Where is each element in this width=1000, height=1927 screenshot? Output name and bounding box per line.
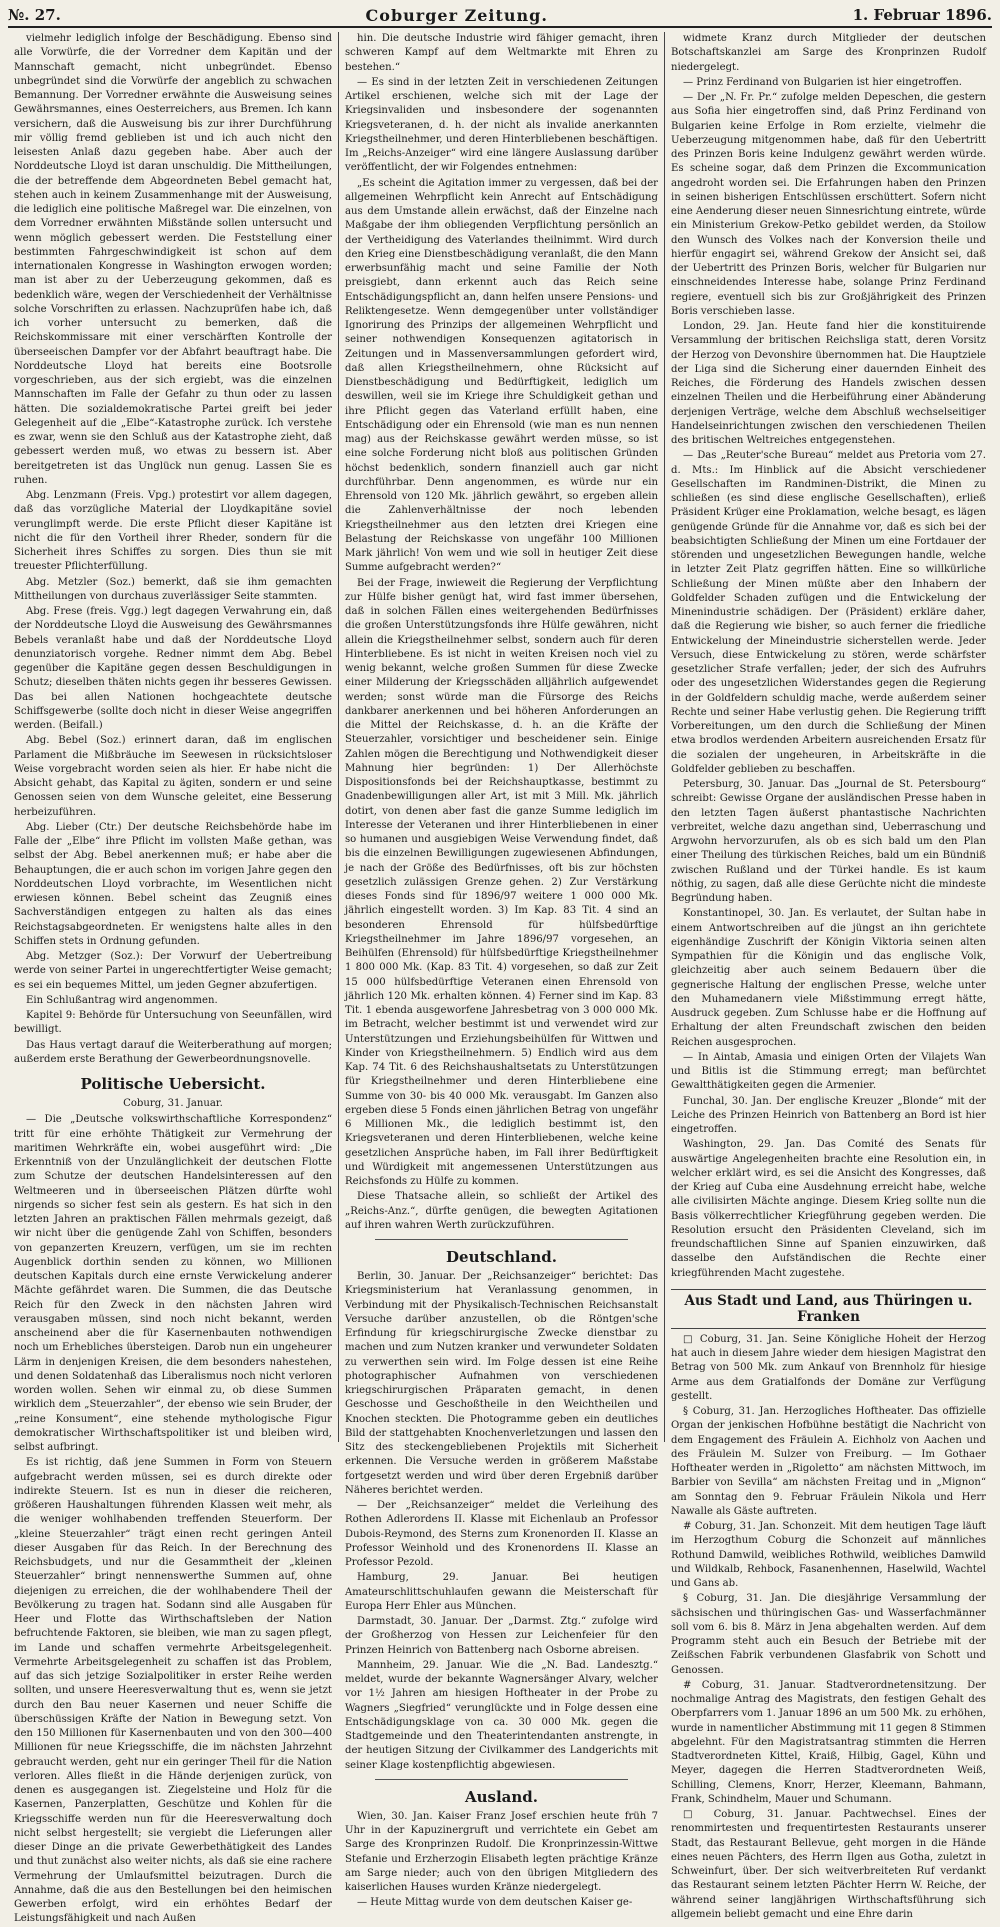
divider [375, 1239, 628, 1240]
masthead [8, 4, 992, 28]
article-paragraph: Das Haus vertagt darauf die Weiterberathung auf morgen; außerdem erste Berathung der Gewerbeordnungsnovelle. [14, 1039, 332, 1065]
section-heading-abroad: Ausland. [464, 1787, 539, 1806]
article-paragraph: — Der „N. Fr. Pr.“ zufolge melden Depeschen, die gestern aus Sofia hier eingetroffen sind, daß Prinz Ferdinand von Bulgarien keine Erfolge in Rom erzielte, vielmehr die Ueberzeugung mitgenommen habe, daß für den Uebertritt des Prinzen Boris keine Indulgenz gewährt werden würde. Es scheine sogar, daß dem Prinzen die Excommunication angedroht worden sei. Die Erfahrungen haben den Prinzen in seinen bisherigen Entschlüssen erschüttert. Sofern nicht eine Aenderung dieser neuen Sinnesrichtung eintrete, würde ein Ministerium Grekow-Petko gebildet werden, da Stoilow den Wunsch des Volkes nach der Konversion theile und hierfür engagirt sei, während Grekow der Ansicht sei, daß der Uebertritt des Prinzen Boris, welcher für Bulgarien nur einschneidendes Interesse habe, solange Prinz Ferdinand regiere, eventuell sich bis zur Großjährigkeit des Prinzen Boris verschieben lasse. [671, 92, 986, 317]
article-paragraph: Konstantinopel, 30. Jan. Es verlautet, der Sultan habe in einem Antwortschreiben auf die jüngst an ihn gerichtete eigenhändige Zuschrift der Königin Viktoria seinen alten Sympathien für die Königin und das englische Volk, gleichzeitig aber auch seinem Bedauern über die gegnerische Haltung der englischen Presse, welche unter den Muhamedanern viele Mißstimmung erregt hätte, Ausdruck gegeben. Zum Schlusse habe er die Hoffnung auf Erhaltung der alten Freundschaft zwischen den beiden Reichen ausgesprochen. [671, 908, 986, 1048]
article-paragraph: Wien, 30. Jan. Kaiser Franz Josef erschien heute früh 7 Uhr in der Kapuzinergruft und verrichtete ein Gebet am Sarge des Kronprinzen Rudolf. Die Kronprinzessin-Wittwe Stefanie und Erzherzogin Elisabeth legten prächtige Kränze am Sarge nieder; auch von den übrigen Mitgliedern des kaiserlichen Hauses wurden Kränze niedergelegt. [345, 1810, 658, 1893]
article-paragraph: Funchal, 30. Jan. Der englische Kreuzer „Blonde“ mit der Leiche des Prinzen Heinrich von Battenberg an Bord ist hier eingetroffen. [671, 1095, 986, 1135]
article-paragraph: — Die „Deutsche volkswirthschaftliche Korrespondenz“ tritt für eine erhöhte Thätigkeit zur Vermehrung der maritimen Wehrkräfte ein, wobei ausgeführt wird: „Die Erkenntniß von der Unzulänglichkeit der deutschen Flotte zum Schutze der deutschen Handelsinteressen auf den Weltmeeren und in überseeischen Plätzen dürfte wohl nirgends so sicher fest sein als gestern. Es hat sich in den letzten Jahren an praktischen Fällen mehrmals gezeigt, daß wir nicht über die genügende Zahl von Schiffen, besonders von gepanzerten Kreuzern, verfügen, um sie im rechten Augenblick dorthin senden zu können, wo Millionen deutschen Kapitals durch eine ernste Verwickelung anderer Mächte gefährdet waren. Die Summen, die das Deutsche Reich für den Zweck in den nächsten Jahren wird verausgaben müssen, sind noch nicht bekannt, werden anscheinend aber die für Kasernenbauten nothwendigen noch um Erhebliches übersteigen. Darob nun ein ungeheurer Lärm in denjenigen Kreisen, die dem besonders nahestehen, und denen Soldatenhaß das Liberalismus noch nicht verloren worden wollen. Sehen wir einmal zu, ob diese Summen wirklich dem „Steuerzahler“, der ebenso wie sein Bruder, der „reine Konsument“, eine stehende mythologische Figur demokratischer Wirthschaftspolitiker ist und bleiben wird, selbst aufbringt. [14, 1114, 332, 1453]
article-paragraph: Abg. Metzger (Soz.): Der Vorwurf der Uebertreibung werde von seiner Partei in ungerechtfertigter Weise gemacht; es sei ein bequemes Mittel, um jeden Gegner abzufertigen. [14, 951, 332, 991]
article-paragraph: — In Aintab, Amasia und einigen Orten der Vilajets Wan und Bitlis ist die Stimmung erregt; man befürchtet Gewaltthätigkeiten gegen die Armenier. [671, 1051, 986, 1092]
column-right [664, 32, 992, 1920]
article-paragraph: # Coburg, 31. Jan. Schonzeit. Mit dem heutigen Tage läuft im Herzogthum Coburg die Schonzeit auf männliches Rothund Damwild, weibliches Rothwild, weibliches Damwild und Wildkalb, Rehbock, Fasanenhennen, Haselwild, Wachtel und Gans ab. [671, 1521, 986, 1589]
article-paragraph: Abg. Metzler (Soz.) bemerkt, daß sie ihm gemachten Mittheilungen von durchaus zuverlässiger Seite stammten. [14, 576, 332, 602]
article-paragraph: — Prinz Ferdinand von Bulgarien ist hier eingetroffen. [683, 76, 963, 88]
article-paragraph: # Coburg, 31. Januar. Stadtverordnetensitzung. Der nochmalige Antrag des Magistrats, den festigen Gehalt des Oberpfarrers vom 1. Januar 1896 an um 500 Mk. zu erhöhen, wurde in namentlicher Abstimmung mit 11 gegen 8 Stimmen abgelehnt. Für den Magistratsantrag stimmten die Herren Stadtverordneten Kittel, Kraiß, Hilbig, Gagel, Kühn und Meyer, dagegen die Herren Stadtverordneten Weiß, Schilling, Clemens, Knorr, Herzer, Kleemann, Bahmann, Frank, Schindhelm, Mauer und Schumann. [671, 1679, 986, 1805]
issue-number: №. 27. [8, 6, 61, 24]
article-paragraph: — Heute Mittag wurde von dem deutschen Kaiser ge- [357, 1897, 633, 1909]
article-paragraph: Abg. Bebel (Soz.) erinnert daran, daß im englischen Parlament die Mißbräuche im Seewesen in rücksichtsloser Weise vorgebracht worden seien als hier. Er habe nicht die Absicht gehabt, das Kapital zu ägiten, sondern er und seine Genossen seien von dem Wunsche geleitet, eine Besserung herbeizuführen. [14, 735, 332, 818]
article-paragraph: Hamburg, 29. Januar. Bei heutigen Amateurschlittschuhlaufen gewann die Meisterschaft für Europa Herr Ehler aus München. [345, 1572, 658, 1612]
section-heading-germany: Deutschland. [446, 1248, 557, 1266]
article-paragraph: Abg. Frese (freis. Vgg.) legt dagegen Verwahrung ein, daß der Norddeutsche Lloyd die Ausweisung des Gewährsmannes Bebels veranlaßt habe und daß der Norddeutsche Lloyd denunziatorisch vorgehe. Redner nimmt dem Abg. Bebel gegenüber die Kapitäne gegen dessen Beschuldigungen in Schutz; dieselben thäten nichts gegen ihr besseres Gewissen. Das bei allen Nationen hochgeachtete deutsche Schiffsgewerbe (sollte doch nicht in dieser Weise angegriffen werden. (Beifall.) [14, 606, 332, 731]
article-paragraph: — Der „Reichsanzeiger“ meldet die Verleihung des Rothen Adlerordens II. Klasse mit Eichenlaub an Professor Dubois-Reymond, des Sterns zum Kronenorden II. Klasse an Professor Weinhold und des Kronenordens II. Klasse an Professor Pezold. [345, 1500, 658, 1568]
column-left [8, 32, 338, 1925]
article-paragraph: Mannheim, 29. Januar. Wie die „N. Bad. Landesztg.“ meldet, wurde der bekannte Wagnersänger Alvary, welcher vor 1½ Jahren am hiesigen Hoftheater in der Probe zu Wagners „Siegfried“ verunglückte und in Folge dessen eine Entschädigungsklage von ca. 30 000 Mk. gegen die Stadtgemeinde und den Theaterintendanten anstrengte, in der heutigen Sitzung der Civilkammer des Landgerichts mit seiner Klage kostenpflichtig abgewiesen. [345, 1659, 658, 1771]
article-paragraph: hin. Die deutsche Industrie wird fähiger gemacht, ihren schweren Kampf auf dem Weltmarkte mit Ehren zu bestehen.“ [345, 33, 658, 73]
article-paragraph: Berlin, 30. Januar. Der „Reichsanzeiger“ berichtet: Das Kriegsministerium hat Veranlassung genommen, in Verbindung mit der Physikalisch-Technischen Reichsanstalt Versuche darüber anzustellen, ob die Röntgen'sche Erfindung für kriegschirurgische Zwecke dienstbar zu machen und zum Nutzen kranker und verwundeter Soldaten zu verwerthen sein wird. Im Folge dessen ist eine Reihe photographischer Aufnahmen von verschiedenen kriegschirurgischen Präparaten gemacht, in denen Geschosse und Geschoßtheile in den Weichtheilen und Knochen steckten. Die Photogramme geben ein deutliches Bild der stattgehabten Knochenverletzungen und lassen den Sitz des steckengebliebenen Projektils mit Sicherheit erkennen. Die Versuche werden in größerem Maßstabe fortgesetzt werden und wird über deren Ergebniß darüber Näheres berichtet werden. [345, 1271, 658, 1496]
article-paragraph: widmete Kranz durch Mitglieder der deutschen Botschaftskanzlei am Sarge des Kronprinzen Rudolf niedergelegt. [671, 33, 986, 73]
article-paragraph: Washington, 29. Jan. Das Comité des Senats für auswärtige Angelegenheiten brachte eine Resolution ein, in welcher erklärt wird, es sei die Ansicht des Kongresses, daß der Krieg auf Cuba eine Ausdehnung erreicht habe, welche alle civilisirten Mächte anginge. Diesem Krieg sollte nun die Basis völkerrechtlicher Kriegführung gegeben werden. Die Resolution ersucht den Präsidenten Cleveland, sich im freundschaftlichen Sinne auf Spanien einzuwirken, daß dasselbe den Aufständischen die Rechte einer kriegführenden Macht zugestehe. [671, 1139, 986, 1279]
newspaper-title: Coburger Zeitung. [365, 5, 548, 25]
article-paragraph: Ein Schlußantrag wird angenommen. [26, 994, 218, 1006]
article-paragraph: Diese Thatsache allein, so schließt der Artikel des „Reichs-Anz.“, dürfte genügen, die bewegten Agitationen auf ihren wahren Werth zurückzuführen. [345, 1191, 658, 1231]
article-paragraph: Abg. Lenzmann (Freis. Vpg.) protestirt vor allem dagegen, daß das vorzügliche Material der Lloydkapitäne soviel verunglimpft werde. Die erste Pflicht dieser Kapitäne ist nicht die für den Vortheil ihrer Rheder, sondern für die Sicherheit ihres Schiffes zu sorgen. Dies thun sie mit treuester Pflichterfüllung. [14, 490, 332, 573]
article-paragraph: □ Coburg, 31. Januar. Pachtwechsel. Eines der renommirtesten und frequentirtesten Restaurants unserer Stadt, das Restaurant Bellevue, geht morgen in die Hände eines neuen Pächters, des Herrn Ilgen aus Gotha, zuletzt in Schweinfurt, über. Der sich weitverbreiteten Ruf verdankt das Restaurant seinem letzten Pächter Herrn W. Reiche, der während seiner langjährigen Wirthschaftsführung sich allgemein beliebt gemacht und eine Ehre darin [671, 1809, 986, 1920]
section-heading-local: Aus Stadt und Land, aus Thüringen u. Franken [671, 1289, 986, 1329]
article-paragraph: vielmehr lediglich infolge der Beschädigung. Ebenso sind alle Vorwürfe, die der Vorredner dem Kapitän und der Mannschaft gemacht, nicht unbegründet. Ebenso unbegründet sind die Vorwürfe der angeblich zu schwachen Bemannung. Der Vorredner erwähnte die Ausweisung seines Gewährsmannes, eines Oesterreichers, aus Bremen. Ich kann versichern, daß die Ausweisung bis zur ihrer Durchführung mir völlig fremd geblieben ist und ich auch nicht den leisesten Anlaß dazu gegeben habe. Aber auch der Norddeutsche Lloyd ist daran unschuldig. Die Mittheilungen, die der betreffende dem Abgeordneten Bebel gemacht hat, stehen auch in keinem Zusammenhange mit der Ausweisung, die lediglich eine politische Maßregel war. Die einzelnen, von dem Vorredner erwähnten Mißstände sollen untersucht und wenn möglich gebessert werden. Die Feststellung einer bestimmten Fahrgeschwindigkeit ist schon auf dem internationalen Kongresse in Washington erwogen worden; man ist aber zu der Ueberzeugung gekommen, daß es bedenklich wäre, wegen der Verschiedenheit der Verhältnisse solche Vorschriften zu erlassen. Nachzuprüfen habe ich, daß ich vorher untersucht zu bemerken, daß die Reichskommissare mit einer verschärften Kontrolle der überseeischen Dampfer vor der Abfahrt beauftragt habe. Die Norddeutsche Lloyd hat bereits eine Bootsrolle vorgeschrieben, aus der sich ergiebt, was die einzelnen Mannschaften im Falle der Gefahr zu thun oder zu lassen hätten. Die sozialdemokratische Partei greift bei jeder Gelegenheit auf die „Elbe“-Katastrophe zurück. Ich verstehe es zwar, wenn sie den Schluß aus der Katastrophe zieht, daß gebessert werden muß, wo etwas zu bessern ist. Aber bereitgetreten ist das Unglück nun genug. Lassen Sie es ruhen. [14, 33, 332, 486]
article-paragraph: London, 29. Jan. Heute fand hier die konstituirende Versammlung der britischen Reichsliga statt, deren Vorsitz der Herzog von Devonshire übernommen hat. Die Hauptziele der Liga sind die Sicherung einer dauernden Einheit des Reiches, die Förderung des Handels zwischen dessen einzelnen Theilen und die Herbeiführung einer Abänderung derjenigen Verträge, welche dem Abschluß wechselseitiger Handelseinrichtungen zwischen den verschiedenen Theilen des britischen Weltreiches entgegenstehen. [671, 321, 986, 446]
column-middle [338, 32, 664, 1909]
article-paragraph: Petersburg, 30. Januar. Das „Journal de St. Petersbourg“ schreibt: Gewisse Organe der ausländischen Presse haben in den letzten Tagen äußerst phantastische Nachrichten verbreitet, welche dazu angethan sind, Ueberraschung und Argwohn hervorzurufen, als ob es sich bald um den Plan einer Theilung des türkischen Reiches, bald um ein Bündniß zwischen Rußland und der Türkei handle. Es ist kaum nöthig, zu sagen, daß alle diese Gerüchte nicht die mindeste Begründung haben. [671, 779, 986, 904]
dateline: Coburg, 31. Januar. [123, 1098, 223, 1109]
divider [375, 1779, 628, 1780]
columns [8, 32, 992, 1925]
article-paragraph: Abg. Lieber (Ctr.) Der deutsche Reichsbehörde habe im Falle der „Elbe“ ihre Pflicht im vollsten Maße gethan, was selbst der Abg. Bebel anerkennen muß; er habe aber die Behauptungen, die er auch schon im vorigen Jahre gegen den Norddeutschen Lloyd vorbrachte, im Wesentlichen nicht erwiesen können. Bebel scheint das Zeugniß eines Sachverständigen entgegen zu halten als das eines Reichstagsabgeordneten. Er wenigstens halte alles in den Schiffen stets in Ordnung gefunden. [14, 821, 332, 947]
article-paragraph: „Es scheint die Agitation immer zu vergessen, daß bei der allgemeinen Wehrpflicht kein Anrecht auf Entschädigung aus dem Umstande allein erwächst, daß der Einzelne nach Maßgabe der ihm obliegenden Verpflichtung persönlich an der Vertheidigung des Vaterlandes theilnimmt. Wird durch den Krieg eine Dienstbeschädigung veranlaßt, die den Mann erwerbsunfähig macht und seine Familie der Noth preisgiebt, dann erkennt auch das Reich seine Entschädigungspflicht an, dann helfen unsere Pensions- und Reliktengesetze. Wenn demgegenüber unter vollständiger Ignorirung des Prinzips der allgemeinen Wehrpflicht und seiner nothwendigen Konsequenzen agitatorisch in Zeitungen und in Massenversammlungen gefordert wird, daß allen Kriegstheilnehmern, ohne Rücksicht auf Dienstbeschädigung und Bedürftigkeit, lediglich um deswillen, weil sie im Kriege ihre Schuldigkeit gethan und ihre Pflicht gegen das Vaterland erfüllt haben, eine Entschädigung oder ein Ehrensold (wie man es nun nennen mag) aus der Reichskasse gewährt werden müsse, so ist eine solche Forderung nicht bloß aus politischen Gründen höchst bedenklich, sondern finanziell auch gar nicht durchführbar. Denn angenommen, es würde nur ein Ehrensold von 120 Mk. jährlich gewährt, so ergeben allein die Zahlenverhältnisse der noch lebenden Kriegstheilnehmer aus den letzten drei Kriegen eine Belastung der Reichskasse von ungefähr 100 Millionen Mark jährlich! Von wem und wie soll in heutiger Zeit diese Summe aufgebracht werden?“ [345, 177, 658, 574]
article-paragraph: Darmstadt, 30. Januar. Der „Darmst. Ztg.“ zufolge wird der Großherzog von Hessen zur Leichenfeier für den Prinzen Heinrich von Battenberg nach Osborne abreisen. [345, 1616, 658, 1656]
article-paragraph: Bei der Frage, inwieweit die Regierung der Verpflichtung zur Hülfe bisher genügt hat, wird fast immer übersehen, daß in solchen Fällen eines weitergehenden Bedürfnisses die großen Unterstützungsfonds ihre Hülfe gewähren, nicht allein die Kriegstheilnehmer selbst, sondern auch für deren Hinterbliebene. Es ist nicht in weiten Kreisen noch viel zu wenig bekannt, welche großen Summen für diese Zwecke einer Milderung der Kriegsschäden alljährlich aufgewendet werden; sonst würde man die Fürsorge des Reichs dankbarer anerkennen und bei höheren Anforderungen an die Mittel der Reichskasse, d. h. an die Kräfte der Steuerzahler, vorsichtiger und bescheidener sein. Einige Zahlen mögen die Berechtigung und Nothwendigkeit dieser Mahnung hier begründen: 1) Der Allerhöchste Dispositionsfonds bei der Reichshauptkasse, bestimmt zu Gnadenbewilligungen aller Art, ist mit 3 Mill. Mk. jährlich dotirt, von denen aber fast die ganze Summe lediglich im Interesse der Veteranen und ihrer Hinterbliebenen in einer so humanen und ausgiebigen Weise Verwendung findet, daß bis die einzelnen Bewilligungen zugewiesenen Abfindungen, je nach der Größe des Bedürfnisses, oft bis zur höchsten gesetzlich zulässigen Grenze gehen. 2) Zur Verstärkung dieses Fonds sind für 1896/97 weitere 1 000 000 Mk. jährlich eingestellt worden. 3) Im Kap. 83 Tit. 4 sind an besonderen Ehrensold für hülfsbedürftige Kriegstheilnehmer im Jahre 1896/97 vorgesehen, an Beihülfen (Ehrensold) für hülfsbedürftige Kriegstheilnehmer 1 800 000 Mk. (Kap. 83 Tit. 4) vorgesehen, so daß zur Zeit 15 000 hülfsbedürftige Veteranen einen Ehrensold von jährlich 120 Mk. erhalten können. 4) Ferner sind im Kap. 83 Tit. 1 ebenda ausgeworfene Jahresbetrag von 3 000 000 Mk. im Betracht, welcher bestimmt ist und verwendet wird zur Unterstützungen und Erziehungsbeihülfen für Wittwen und Kinder von Kriegstheilnehmern. 5) Endlich wird aus dem Kap. 74 Tit. 6 des Reichshaushaltsetats zu Unterstützungen für Kriegstheilnehmer und deren Hinterbliebene eine Summe von 30- bis 40 000 Mk. verausgabt. Im Ganzen also ergeben diese 5 Fonds einen jährlichen Betrag von ungefähr 6 Millionen Mk., die lediglich bestimmt ist, den Kriegsveteranen und deren Hinterbliebenen, welche keine gesetzlichen Ansprüche haben, im Fall ihrer Bedürftigkeit und Würdigkeit mit angemessenen Unterstützungen aus Reichsfonds zu Hülfe zu kommen. [345, 577, 658, 1187]
article-paragraph: — Es sind in der letzten Zeit in verschiedenen Zeitungen Artikel erschienen, welche sich mit der Lage der Kriegsinvaliden und insbesondere der sogenannten Kriegsveteranen, d. h. der nicht als invalide anerkannten Kriegstheilnehmer, und deren Hinterbliebenen beschäftigen. Im „Reichs-Anzeiger“ wird eine längere Auslassung darüber veröffentlicht, der wir Folgendes entnehmen: [345, 76, 658, 174]
article-paragraph: □ Coburg, 31. Jan. Seine Königliche Hoheit der Herzog hat auch in diesem Jahre wieder dem hiesigen Magistrat den Betrag von 500 Mk. zum Ankauf von Brennholz für hiesige Arme aus dem Gratialfonds der Domäne zur Verfügung gestellt. [671, 1333, 986, 1402]
section-heading-politics: Politische Uebersicht. [80, 1075, 266, 1093]
article-paragraph: Kapitel 9: Behörde für Untersuchung von Seeunfällen, wird bewilligt. [14, 1010, 332, 1036]
article-paragraph: § Coburg, 31. Jan. Die diesjährige Versammlung der sächsischen und thüringischen Gas- und Wasserfachmänner soll vom 6. bis 8. März in Jena abgehalten werden. Auf dem Programm steht auch ein Besuch der Betriebe mit der Zeißschen Fabrik verbundenen Glasfabrik von Schott und Genossen. [671, 1593, 986, 1676]
article-paragraph: Es ist richtig, daß jene Summen in Form von Steuern aufgebracht werden müssen, sei es durch direkte oder indirekte Steuern. Ist es nun in dieser die reicheren, größeren Haushaltungen führenden Klassen weit mehr, als die weniger wohlhabenden treffenden Steuerform. Der „kleine Steuerzahler“ trägt einen recht geringen Anteil dieser Ausgaben für das Reich. In der Berechnung des Reichsbudgets, und nur die Gesammtheit der „kleinen Steuerzahler“ bringt nennenswerthe Summen auf, ohne diejenigen zu erreichen, die der wohlhabendere Theil der Bevölkerung zu tragen hat. Sodann sind alle Ausgaben für Heer und Flotte das Wirthschaftsleben der Nation befruchtende Faktoren, sie bleiben, wie man zu sagen pflegt, im Lande und schaffen vermehrte Arbeitsgelegenheit. Vermehrte Arbeitsgelegenheit zu schaffen ist das Problem, auf das sich jetzige Sozialpolitiker in erster Reihe werden sollten, und unsere Heeresverwaltung thut es, wenn sie jetzt durch den Bau neuer Kasernen und neuer Schiffe die überschüssigen Kräfte der Nation in Bewegung setzt. Von den 150 Millionen für Kasernenbauten und von den 300—400 Millionen für neue Kriegsschiffe, die im nächsten Jahrzehnt gebraucht werden, geht nur ein geringer Theil für die Nation verloren. Alles fließt in die Hände derjenigen zurück, von denen es ausgegangen ist. Ziegelsteine und Holz für die Kasernen, Panzerplatten, Geschütze und Kohlen für die Kriegsschiffe werden nun für die Heeresverwaltung doch nicht selbst hergestellt; sie vergiebt die Lieferungen aller dieser Dinge an die private Gewerbethätigkeit des Landes und thut zunächst also weiter nichts, als daß sie eine rachere Vermehrung der Umlaufsmittel beizutragen. Durch die Annahme, daß die aus den Bestellungen bei den heimischen Gewerben erfolgt, wird ein erhöhtes Bedarf der Leistungsfähigkeit und nach Außen [14, 1457, 332, 1925]
article-paragraph: § Coburg, 31. Jan. Herzogliches Hoftheater. Das offizielle Organ der jenkischen Hofbühne bestätigt die Nachricht von dem Engagement des Fräulein A. Eichholz von Aachen und des Fräulein M. Sulzer von Freiburg. — Im Gothaer Hoftheater werden in „Rigoletto“ am nächsten Mittwoch, im Barbier von Sevilla“ am nächsten Freitag und in „Mignon“ am Sonntag den 9. Februar Fräulein Nikola und Herr Nawalle als Gäste auftreten. [671, 1406, 986, 1517]
article-paragraph: — Das „Reuter'sche Bureau“ meldet aus Pretoria vom 27. d. Mts.: Im Hinblick auf die Absicht verschiedener Gesellschaften im Randminen-Distrikt, die Minen zu schließen (es sind diese englische Gesellschaften), erließ Präsident Krüger eine Proklamation, welche besagt, es lägen genügende Gründe für die Annahme vor, daß es sich bei der beabsichtigten Schließung der Minen um eine Fortdauer der störenden und ungesetzlichen Bewegungen handle, welche in letzter Zeit Platz gegriffen hätten. Eine so willkürliche Schließung der Minen müßte aber den Inhabern der Goldfelder Schaden zufügen und die Entwickelung der Minenindustrie schädigen. Der (Präsident) erkläre daher, daß die Regierung wie bisher, so auch ferner die friedliche Entwickelung der Mineindustrie sicherstellen werde. Jeder Versuch, diese Entwickelung zu stören, werde schärfster gesetzlicher Strafe verfallen; jeder, der sich des Aufruhrs oder des ungesetzlichen Widerstandes gegen die Regierung in der Goldfeldern schuldig mache, werde außerdem seiner Rechte und seiner Habe verlustig gehen. Die Regierung trifft Vorbereitungen, um den durch die Schließung der Minen etwa brodlos werdenden Arbeitern ausreichenden Ersatz für die sozialen der ungeheuren, in Arbeitskräfte in die Goldfelder geblieben zu beschaffen. [671, 450, 986, 775]
issue-date: 1. Februar 1896. [852, 6, 992, 24]
